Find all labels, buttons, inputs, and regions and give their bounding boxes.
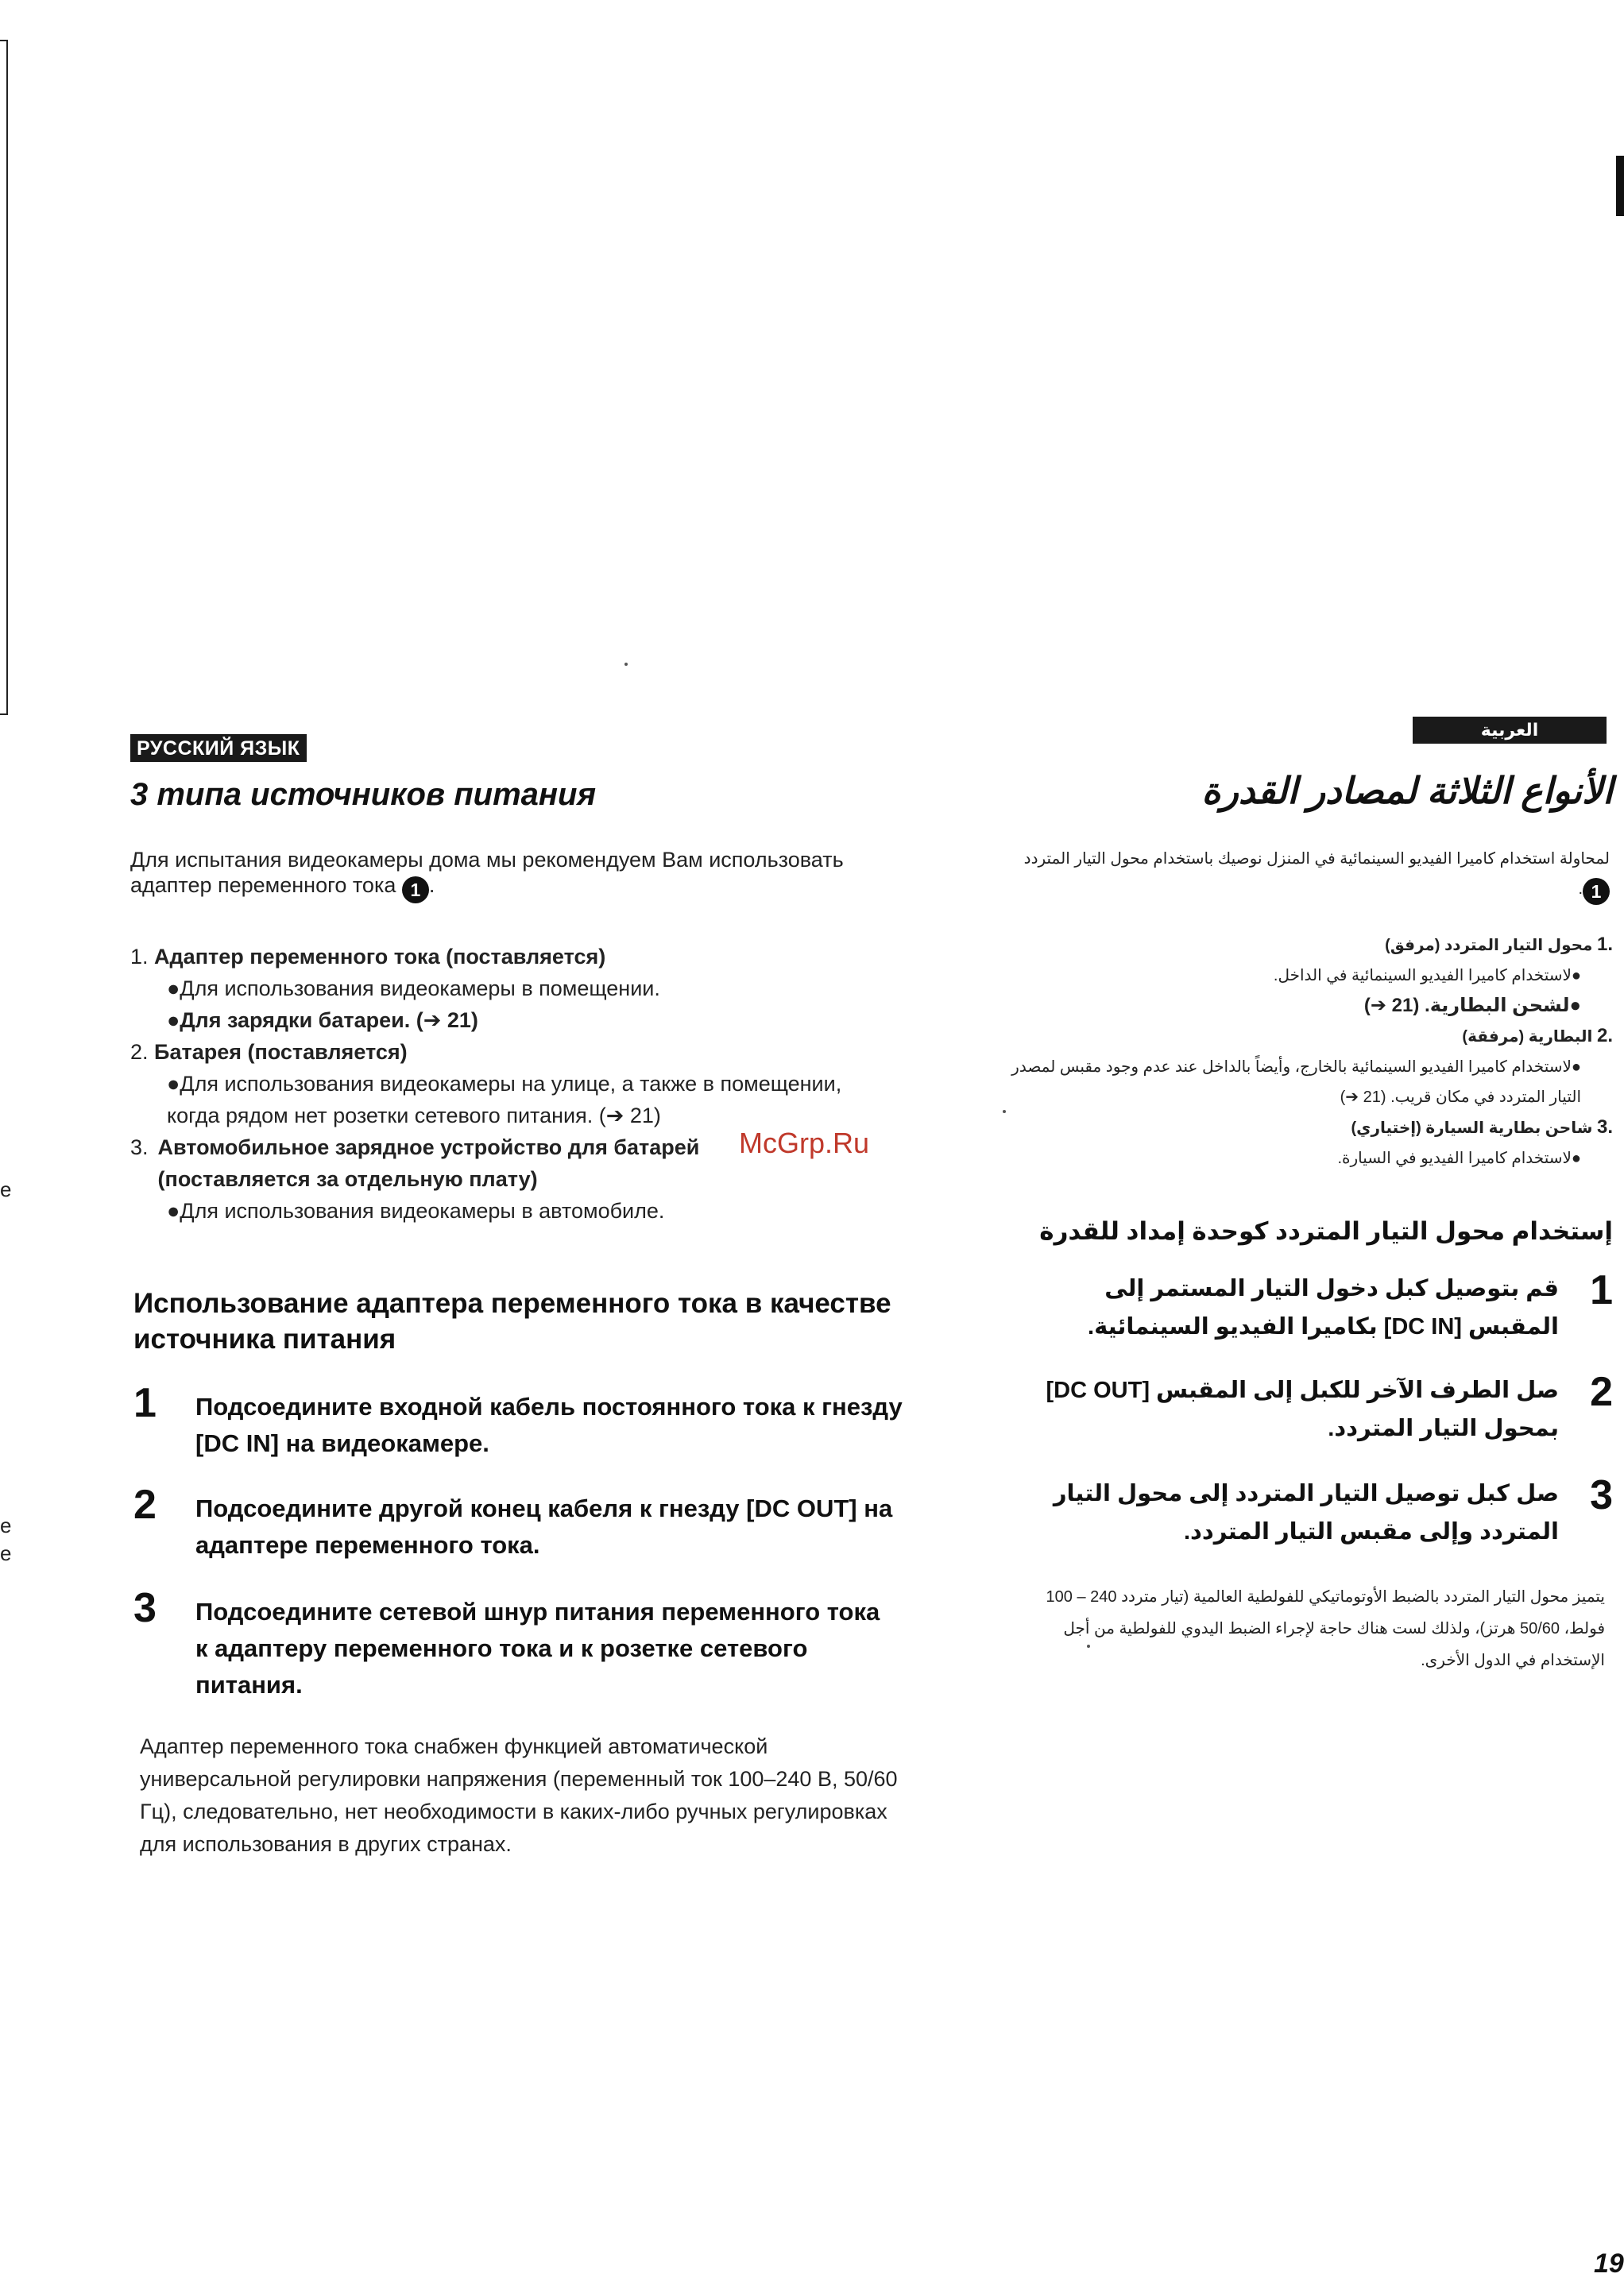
- section-heading-arabic: إستخدام محول التيار المتردد كوحدة إمداد للقدرة: [1039, 1217, 1613, 1245]
- list-item-title: Адаптер переменного тока (поставляется): [154, 945, 606, 969]
- list-bullet: ●لشحن البطارية. (21 ➔): [1363, 995, 1581, 1016]
- list-bullet: ●لاستخدام كاميرا الفيديو السينمائية بالخارج، وأيضاً بالداخل عند عدم وجود مقبس لمصدر التيار المتردد في مكان قريب. (21 ➔): [1011, 1058, 1581, 1106]
- language-badge-russian: РУССКИЙ ЯЗЫК: [130, 734, 307, 762]
- step-number: 1: [133, 1380, 157, 1426]
- circled-number-icon: 1: [1583, 878, 1610, 905]
- list-item: [130, 941, 869, 972]
- step-number: 3: [1590, 1472, 1613, 1518]
- list-bullet: ●Для использования видеокамеры в автомобиле.: [167, 1199, 665, 1223]
- list-item: [1009, 1112, 1613, 1143]
- language-badge-arabic: العربية: [1413, 717, 1607, 744]
- list-item-title: Автомобильное зарядное устройство для батарей (поставляется за отдельную плату): [157, 1135, 700, 1191]
- circled-number-icon: 1: [402, 876, 429, 903]
- page-edge-frame: [0, 40, 8, 715]
- list-number: .3: [1596, 1116, 1613, 1138]
- step-number: 2: [1590, 1369, 1613, 1415]
- section-heading-russian: Использование адаптера переменного тока в качестве источника питания: [133, 1288, 891, 1355]
- intro-paragraph-arabic: لمحاولة استخدام كاميرا الفيديو السينمائية في المنزل نوصيك باستخدام محول التيار المتردد 1.: [1009, 844, 1610, 905]
- list-item-title: شاحن بطارية السيارة (إختياري): [1351, 1119, 1593, 1137]
- step-text: Подсоедините другой конец кабеля к гнезду [DC OUT] на адаптере переменного тока.: [195, 1494, 893, 1559]
- list-item: [1009, 1021, 1613, 1052]
- step-text: قم بتوصيل كبل دخول التيار المستمر إلى المقبس [DC IN] بكاميرا الفيديو السينمائية.: [1088, 1276, 1559, 1340]
- list-item: [1009, 930, 1613, 961]
- edge-fragment: e: [0, 1514, 12, 1537]
- list-number: .1: [1596, 934, 1613, 955]
- intro-text: لمحاولة استخدام كاميرا الفيديو السينمائية في المنزل نوصيك باستخدام محول التيار المتردد: [1023, 850, 1610, 868]
- power-source-list-russian: [130, 941, 869, 1227]
- list-bullet: ●Для использования видеокамеры в помещении.: [167, 976, 660, 1000]
- step-text: Подсоедините входной кабель постоянного тока к гнезду [DC IN] на видеокамере.: [195, 1393, 903, 1457]
- intro-paragraph-russian: Для испытания видеокамеры дома мы рекомендуем Вам использовать адаптер переменного тока 1 .: [130, 847, 845, 903]
- power-source-list-arabic: [1009, 930, 1613, 1173]
- list-number: 2.: [130, 1040, 149, 1064]
- list-bullet: ●Для использования видеокамеры на улице, а также в помещении, когда рядом нет розетки сетевого питания. (➔ 21): [167, 1072, 842, 1127]
- step-text: Подсоедините сетевой шнур питания переменного тока к адаптеру переменного тока и к розетке сетевого питания.: [195, 1598, 880, 1699]
- step-number: 3: [133, 1585, 157, 1631]
- list-bullet: ●Для зарядки батареи. (➔ 21): [167, 1008, 478, 1032]
- step-number: 2: [133, 1482, 157, 1528]
- step-text: صل كبل توصيل التيار المتردد إلى محول التيار المتردد وإلى مقبس التيار المتردد.: [1053, 1481, 1559, 1545]
- speck: [624, 663, 628, 666]
- edge-fragment: e: [0, 1541, 12, 1565]
- edge-fragment: e: [0, 1177, 12, 1201]
- page-number: 19: [1594, 2248, 1624, 2279]
- page-edge-tab: [1616, 156, 1624, 216]
- speck: [1003, 1110, 1006, 1113]
- page-title-russian: 3 типа источников питания: [130, 777, 597, 812]
- list-item-title: البطارية (مرفقة): [1462, 1028, 1593, 1046]
- note-paragraph-arabic: يتميز محول التيار المتردد بالضبط الأوتوماتيكي للفولطية العالمية (تيار متردد 240 – 100 فولط، 50/60 هرتز)، ولذلك لست هناك حاجة لإجراء الضبط اليدوي للفولطية من أجل الإستخدام في الدول الأخرى.: [1046, 1588, 1605, 1669]
- list-number: 3.: [130, 1135, 149, 1159]
- step-text: صل الطرف الآخر للكبل إلى المقبس [DC OUT] بمحول التيار المتردد.: [1046, 1378, 1559, 1441]
- list-item: [130, 1036, 869, 1068]
- page-title-arabic: الأنواع الثلاثة لمصادر القدرة: [1201, 770, 1613, 811]
- list-number: 1.: [130, 945, 149, 969]
- list-number: .2: [1596, 1025, 1613, 1046]
- list-item-title: محول التيار المتردد (مرفق): [1385, 937, 1593, 954]
- step-number: 1: [1590, 1267, 1613, 1313]
- watermark-text: McGrp.Ru: [739, 1127, 870, 1159]
- list-bullet: ●لاستخدام كاميرا الفيديو في السيارة.: [1337, 1150, 1581, 1167]
- list-item-title: Батарея (поставляется): [154, 1040, 408, 1064]
- intro-text: Для испытания видеокамеры дома мы рекомендуем Вам использовать адаптер переменного тока: [130, 848, 844, 897]
- note-paragraph-russian: Адаптер переменного тока снабжен функцией автоматической универсальной регулировки напряжения (переменный ток 100–240 В, 50/60 Гц), следовательно, нет необходимости в каких-либо ручных регулировках для использования в других странах.: [140, 1734, 898, 1856]
- list-bullet: ●لاستخدام كاميرا الفيديو السينمائية في الداخل.: [1273, 967, 1581, 984]
